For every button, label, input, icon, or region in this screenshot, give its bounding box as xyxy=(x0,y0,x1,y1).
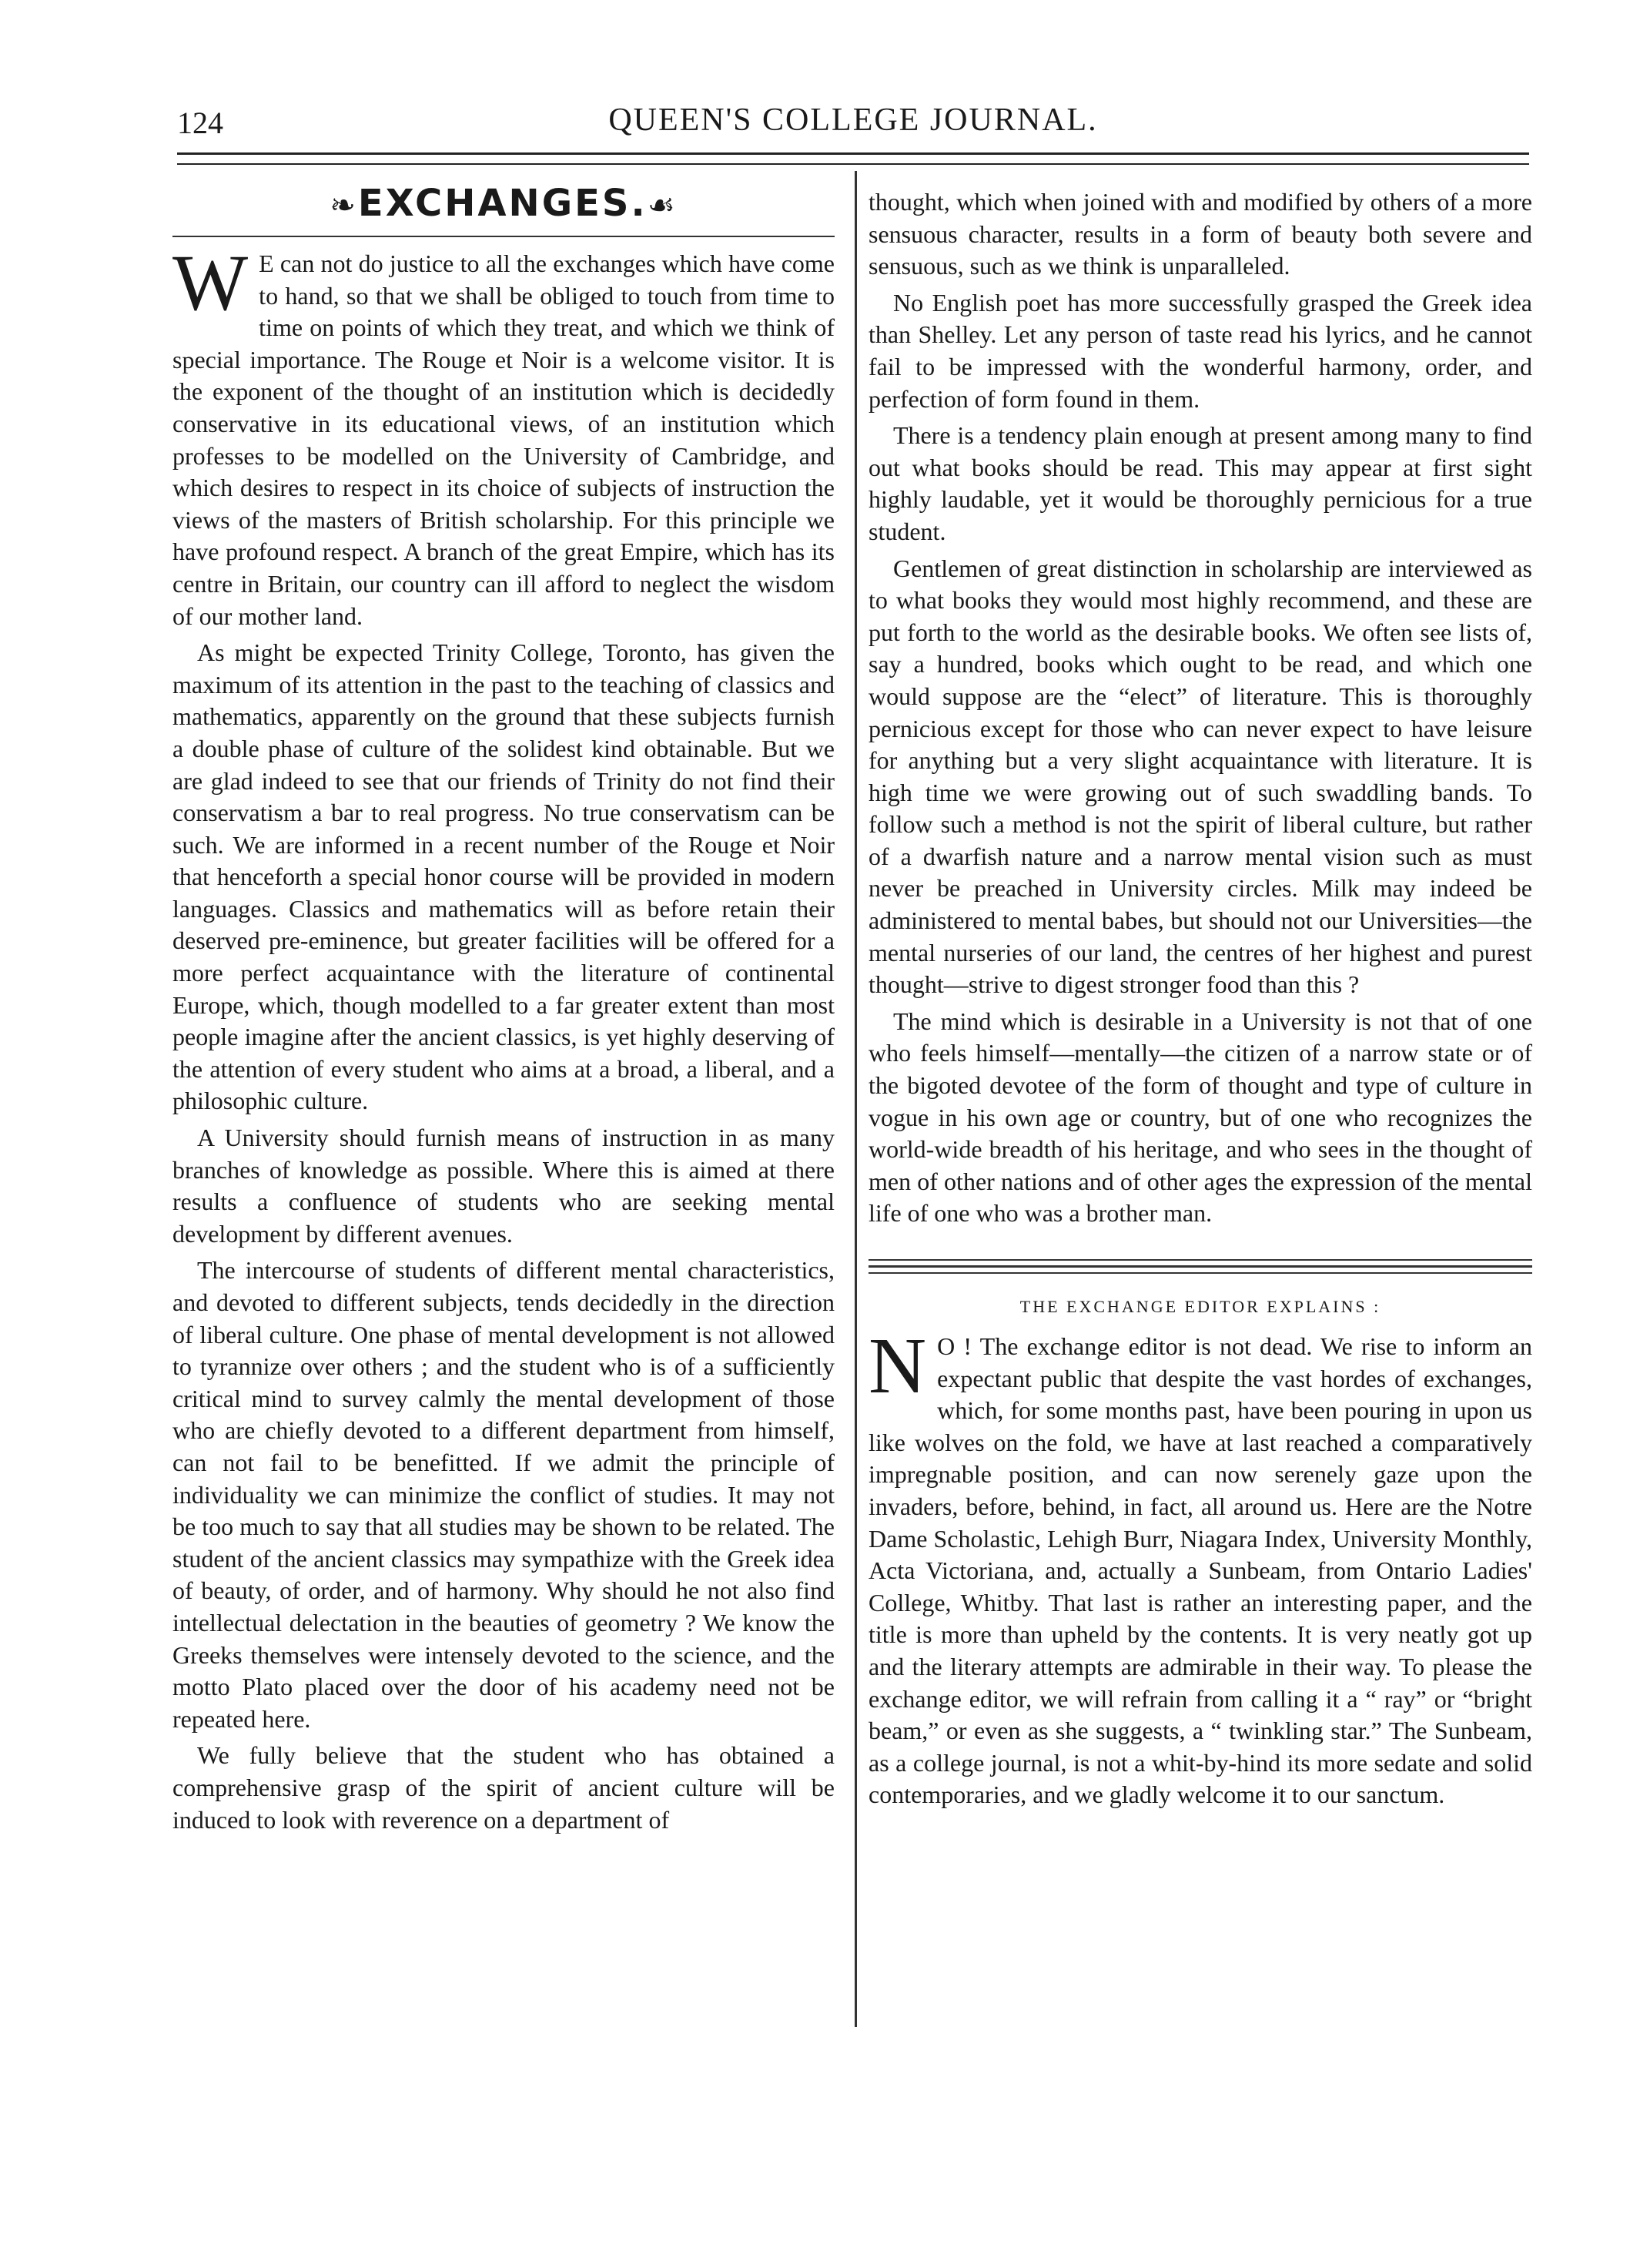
paragraph: There is a tendency plain enough at present among many to find out what books should be read. This may appear at first sight highly laudable, yet it would be thoroughly pernicious for a true student. xyxy=(869,421,1532,545)
dropcap: W xyxy=(172,239,249,327)
page-number: 124 xyxy=(177,106,223,140)
paragraph: W E can not do justice to all the exchanges which have come to hand, so that we shall be obliged to touch from time to time on points of which they treat, and which we think of special importance. The Rouge et Noir is a welcome visitor. It is the exponent of the thought of an institution which is decidedly conservative in its educational views, of an institution which professes to be modelled on the University of Cambridge, and which desires to respect in its choice of subjects of instruction the views of the masters of British scholarship. For this principle we have profound respect. A branch of the great Empire, which has its centre in Britain, our country can ill afford to neglect the wisdom of our mother land. xyxy=(172,239,835,630)
paragraph: Gentlemen of great distinction in scholarship are interviewed as to what books they would most highly recommend, and these are put forth to the world as the desirable books. We often see lists of, say a hundred, books which ought to be read, and which one would suppose are the “elect” of literature. This is thoroughly pernicious except for those who can never expect to have leisure for anything but a very slight acquaintance with literature. It is high time we were growing out of such swaddling bands. To follow such a method is not the spirit of liberal culture, but rather of a dwarfish nature and a narrow mental vision such as must never be preached in University circles. Milk may indeed be administered to mental babes, but should not our Universities—the mental nurseries of our land, the centres of her highest and purest thought—strive to digest stronger food than this ? xyxy=(869,554,1532,999)
paragraph: The mind which is desirable in a University is not that of one who feels himself—mentally—the citizen of a narrow state or of the bigoted devotee of the form of thought and type of culture in vogue in his own age or country, but of one who recognizes the world-wide breadth of his heritage, and who sees in the thought of men of other nations and of other ages the expression of the mental life of one who was a brother man. xyxy=(869,1007,1532,1228)
paragraph: The intercourse of students of different mental characteristics, and devoted to different subjects, tends decidedly in the direction of liberal culture. One phase of mental development is not allowed to tyrannize over others ; and the student who is of a sufficiently critical mind to survey calmly the mental development of those who are chiefly devoted to a different department from himself, can not fail to be benefitted. If we admit the principle of individuality we can minimize the conflict of studies. It may not be too much to say that all studies may be shown to be related. The student of the ancient classics may sympathize with the Greek idea of beauty, of order, and of harmony. Why should he not also find intellectual delectation in the beauties of geometry ? We know the Greeks themselves were intensely devoted to the science, and the motto Plato placed over the door of his academy need not be repeated here. xyxy=(172,1256,835,1733)
paragraph: We fully believe that the student who has obtained a comprehensive grasp of the spirit of ancient culture will be induced to look with reverence on a department of xyxy=(172,1741,835,1834)
paragraph: A University should furnish means of instruction in as many branches of knowledge as possible. Where this is aimed at there results a confluence of students who are seeking mental development by different avenues. xyxy=(172,1124,835,1248)
paragraph: N O ! The exchange editor is not dead. We rise to inform an expectant public that despite the vast hordes of exchanges, which, for some months past, have been pouring in upon us like wolves on the fold, we have at last reached a comparatively impregnable position, and can now serenely gaze upon the invaders, before, behind, in fact, all around us. Here are the Notre Dame Scholastic, Lehigh Burr, Niagara Index, University Monthly, Acta Victoriana, and, actually a Sunbeam, from Ontario Ladies' College, Whitby. That last is rather an interesting paper, and the title is more than upheld by the contents. It is very neatly got up and the literary attempts are admirable in their way. To please the exchange editor, we will refrain from calling it a “ ray” or “bright beam,” or even as she suggests, a “ twinkling star.” The Sunbeam, as a college journal, is not a whit-by-hind its more sedate and solid contemporaries, and we gladly welcome it to our sanctum. xyxy=(869,1322,1532,1809)
dropcap: N xyxy=(869,1322,927,1410)
ornament-left-icon: ❧ xyxy=(330,188,358,223)
left-column xyxy=(172,176,835,1836)
paragraph: No English poet has more successfully grasped the Greek idea than Shelley. Let any person of taste read his lyrics, and he cannot fail to be impressed with the wonderful harmony, order, and perfection of form found in them. xyxy=(869,288,1532,413)
ornament-right-icon: ☙ xyxy=(647,188,678,223)
header-rule-top xyxy=(177,152,1529,155)
right-column xyxy=(869,186,1532,1811)
paragraph: As might be expected Trinity College, Toronto, has given the maximum of its attention in the past to the teaching of classics and mathematics, apparently on the ground that these subjects furnish a double phase of culture of the solidest kind obtainable. But we are glad indeed to see that our friends of Trinity do not find their conservatism a bar to real progress. No true conservatism can be such. We are informed in a recent number of the Rouge et Noir that henceforth a special honor course will be provided in modern languages. Classics and mathematics will as before retain their deserved pre-eminence, but greater facilities will be offered for a more perfect acquaintance with the literature of continental Europe, which, though modelled to a far greater extent than most people imagine after the ancient classics, is yet highly deserving of the attention of every student who aims at a broad, a liberal, and a philosophic culture. xyxy=(172,638,835,1115)
column-divider xyxy=(855,171,857,2027)
exchanges-title: EXCHANGES. xyxy=(357,182,648,225)
paragraph: thought, which when joined with and modified by others of a more sensuous character, results in a form of beauty both severe and sensuous, such as we think is unparalleled. xyxy=(869,188,1532,280)
page-header xyxy=(177,102,1529,148)
heading-rule xyxy=(172,236,835,237)
editor-heading: THE EXCHANGE EDITOR EXPLAINS : xyxy=(1019,1297,1381,1316)
journal-title: QUEEN'S COLLEGE JOURNAL. xyxy=(608,102,1098,138)
exchanges-heading xyxy=(172,176,835,231)
header-rule-bottom xyxy=(177,163,1529,165)
section-separator xyxy=(869,1259,1532,1274)
